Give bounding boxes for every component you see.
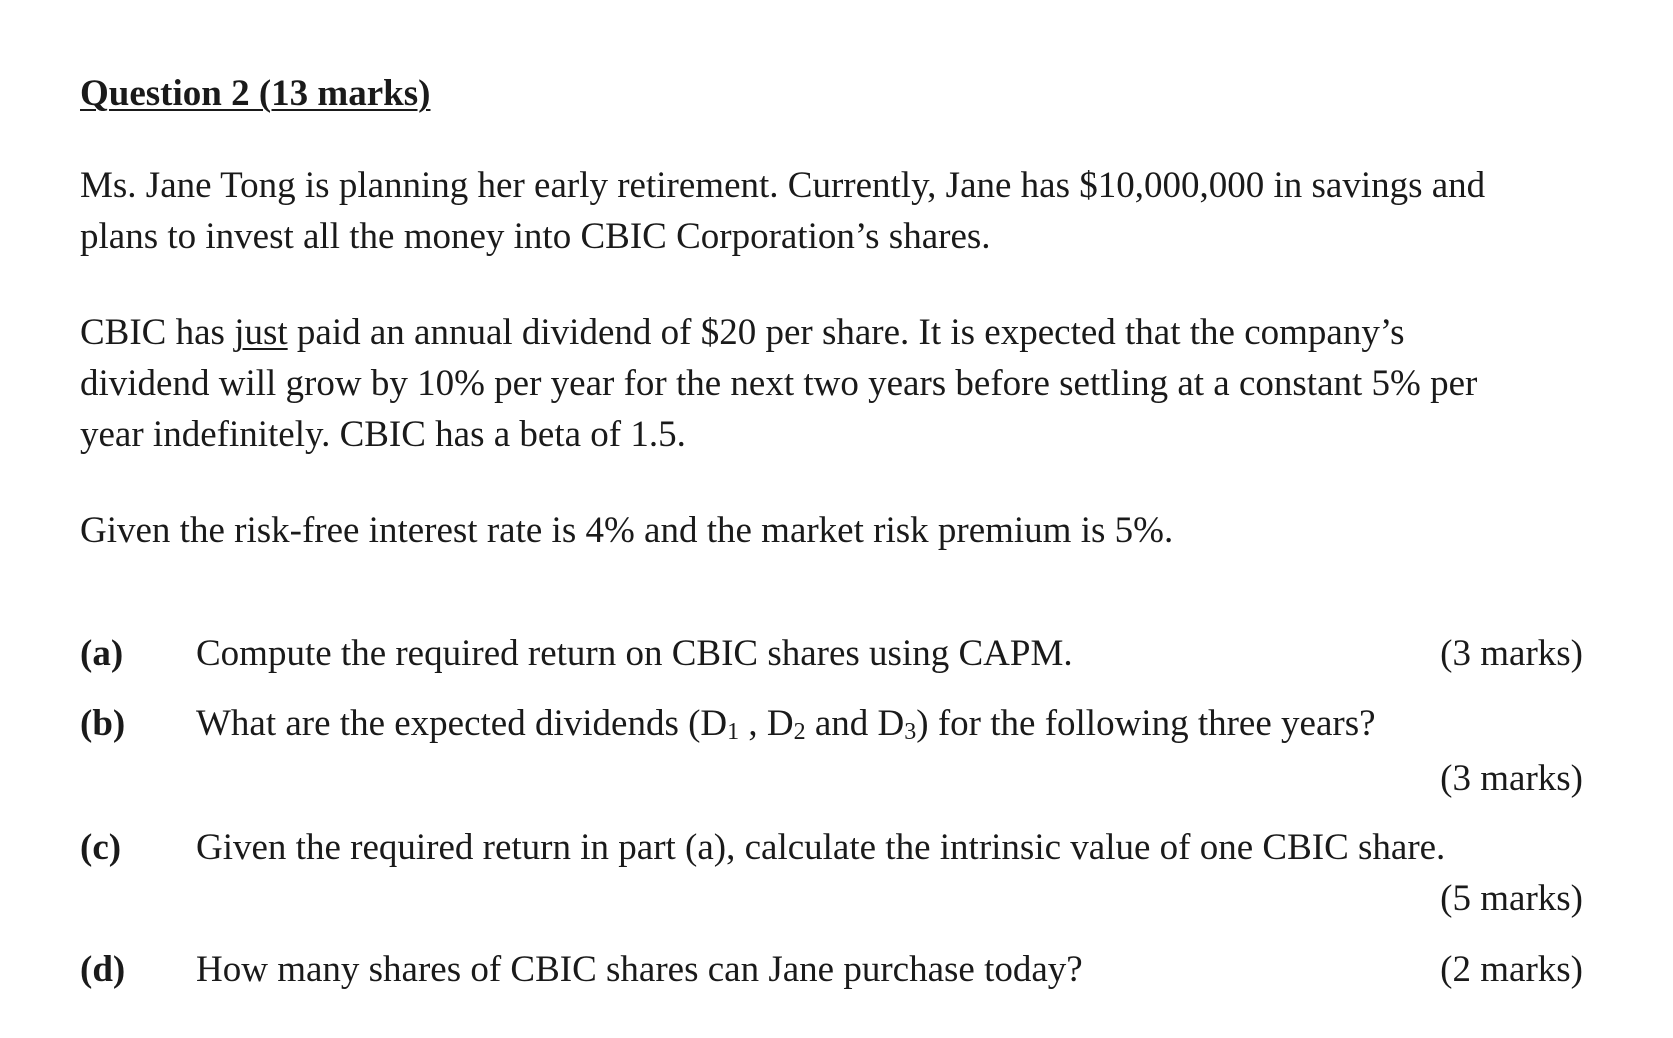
question-b-label: (b) — [80, 703, 126, 744]
question-d-marks: (2 marks) — [1440, 949, 1583, 990]
question-d-label: (d) — [80, 949, 126, 990]
intro-line-1: Ms. Jane Tong is planning her early retirement. Currently, Jane has $10,000,000 in savings and — [80, 165, 1486, 206]
question-c-label: (c) — [80, 827, 122, 868]
dividend-line-2: dividend will grow by 10% per year for the next two years before settling at a constant 5% per — [80, 363, 1478, 404]
intro-paragraph — [80, 160, 1583, 262]
subscript-3: 3 — [904, 719, 917, 745]
dividend-line-1 — [80, 307, 1583, 358]
question-c-marks: (5 marks) — [1440, 878, 1583, 919]
question-b-text-part-3: and D — [805, 703, 905, 744]
underlined-word-just: just — [234, 312, 288, 353]
question-b-text-part-2: , D — [739, 703, 794, 744]
question-b-text-part-1: What are the expected dividends (D — [196, 703, 728, 744]
question-d-text: How many shares of CBIC shares can Jane purchase today? — [196, 949, 1083, 990]
question-b-marks: (3 marks) — [1440, 758, 1583, 799]
question-a-marks: (3 marks) — [1440, 633, 1583, 674]
dividend-line-1-rest: paid an annual dividend of $20 per share. It is expected that the company’s — [287, 312, 1405, 353]
question-a-label: (a) — [80, 633, 124, 674]
intro-line-2: plans to invest all the money into CBIC Corporation’s shares. — [80, 216, 991, 257]
dividend-line-1-pre: CBIC has — [80, 312, 235, 353]
dividend-line-3: year indefinitely. CBIC has a beta of 1.5. — [80, 414, 686, 455]
question-a-text: Compute the required return on CBIC shares using CAPM. — [196, 633, 1073, 674]
question-b-text — [196, 702, 1376, 745]
question-b-text-part-4: ) for the following three years? — [916, 703, 1376, 744]
subscript-2: 2 — [793, 719, 806, 745]
rates-line: Given the risk-free interest rate is 4% and the market risk premium is 5%. — [80, 510, 1174, 551]
rates-paragraph — [80, 505, 1583, 556]
question-heading: Question 2 (13 marks) — [80, 73, 431, 114]
subscript-1: 1 — [727, 719, 740, 745]
question-c-text: Given the required return in part (a), calculate the intrinsic value of one CBIC share. — [196, 827, 1446, 868]
dividend-paragraph — [80, 307, 1583, 460]
